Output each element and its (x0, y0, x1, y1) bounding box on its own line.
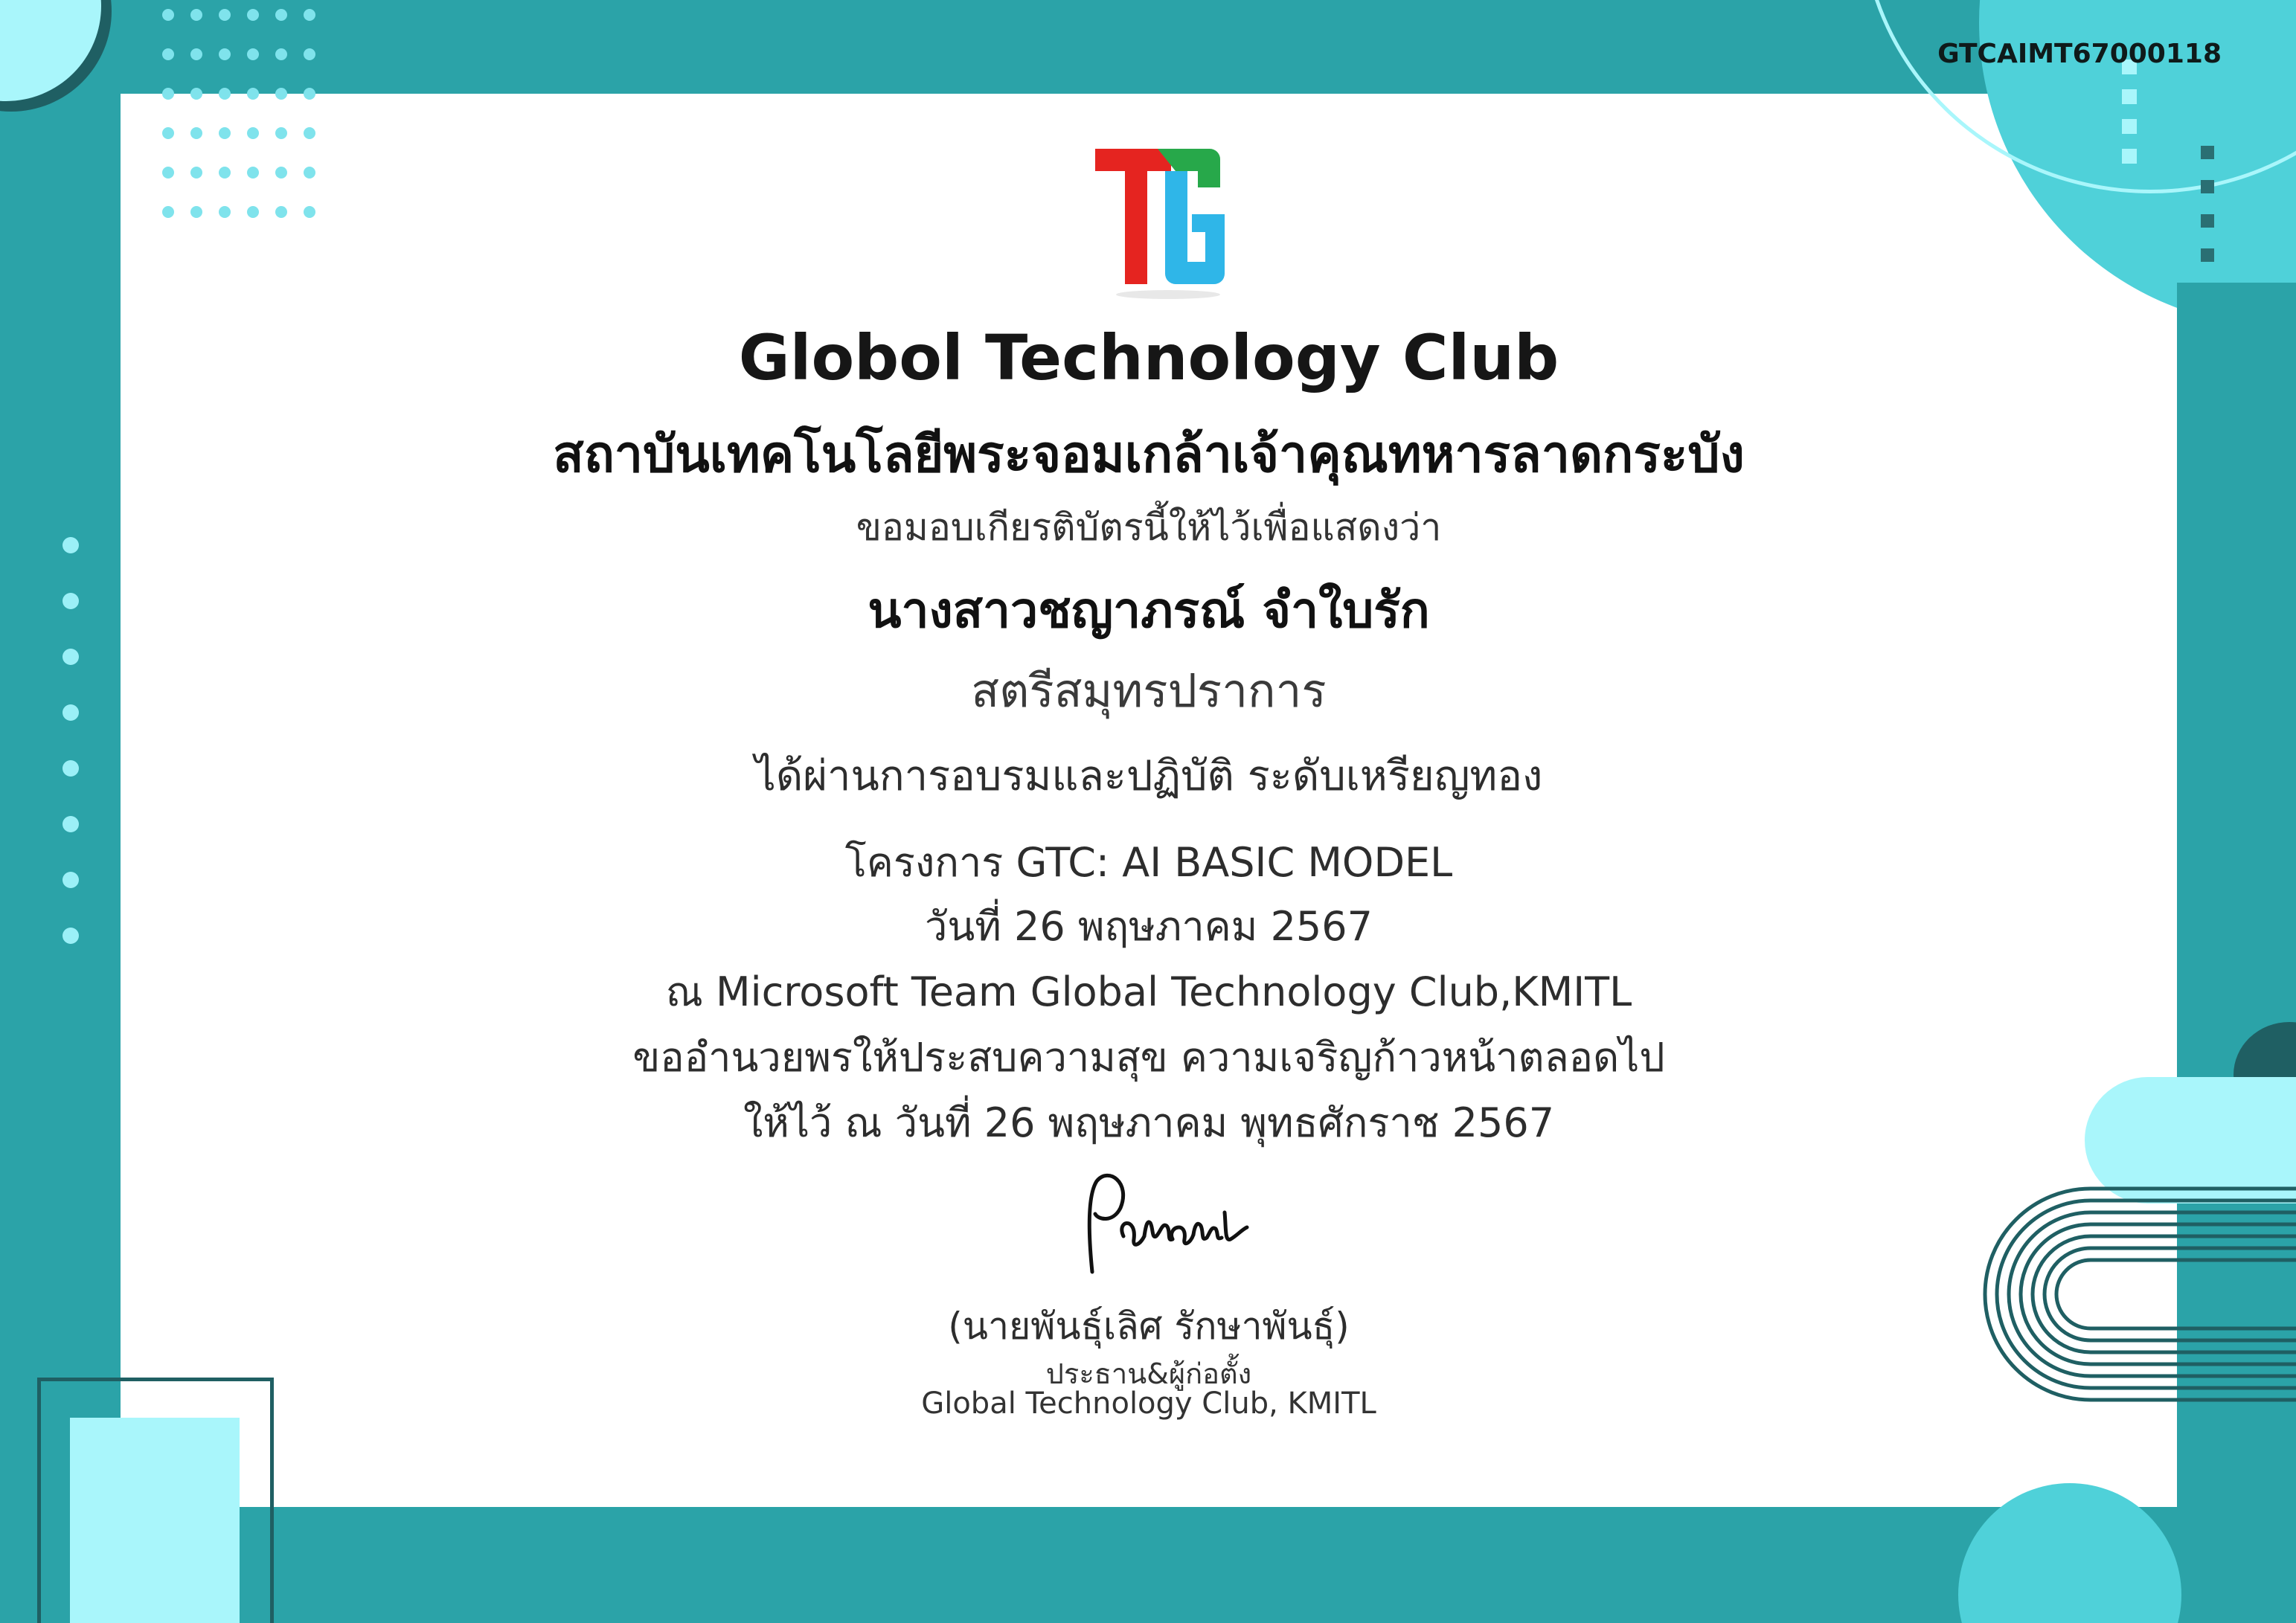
decor-dot (62, 928, 79, 944)
event-venue: ณ Microsoft Team Global Technology Club,KMITL (665, 968, 1632, 1015)
project-name: โครงการ GTC: AI BASIC MODEL (844, 839, 1453, 886)
signature-text (1079, 1175, 1257, 1183)
signature-image (1079, 1168, 1257, 1279)
decor-dot (304, 48, 315, 60)
decor-dot (62, 760, 79, 777)
top-left-corner-circle-inner (0, 0, 101, 101)
decor-dot (219, 88, 231, 100)
decor-dot (247, 48, 259, 60)
decor-dot (190, 206, 202, 218)
gtc-logo-icon (1094, 143, 1242, 299)
decor-square (2201, 146, 2214, 159)
decor-dot (162, 206, 174, 218)
decor-square (2201, 248, 2214, 262)
event-date: วันที่ 26 พฤษภาคม 2567 (925, 903, 1373, 950)
decor-dot (247, 127, 259, 139)
decor-dot (304, 127, 315, 139)
recipient-name: นางสาวชญาภรณ์ จำใบรัก (868, 582, 1430, 639)
decor-dot (247, 206, 259, 218)
decor-dot (304, 9, 315, 21)
decor-dot (162, 167, 174, 179)
decor-dot (247, 167, 259, 179)
decor-dot (247, 88, 259, 100)
decor-dot (219, 48, 231, 60)
decor-dot (275, 206, 287, 218)
decor-dot (275, 88, 287, 100)
top-left-dot-grid (162, 9, 315, 218)
decor-square (2122, 119, 2137, 134)
decor-dot (247, 9, 259, 21)
decor-dot (304, 88, 315, 100)
decor-dot (62, 704, 79, 721)
blessing-text: ขออำนวยพรให้ประสบความสุข ความเจริญก้าวหน้าตลอดไป (632, 1034, 1665, 1081)
decor-dot (304, 206, 315, 218)
decor-square (2122, 89, 2137, 104)
decor-dot (190, 48, 202, 60)
decor-dot (275, 127, 287, 139)
decor-dot (304, 167, 315, 179)
signer-organization: Global Technology Club, KMITL (921, 1386, 1376, 1421)
decor-dot (190, 9, 202, 21)
right-inner-teal-strip (2177, 283, 2296, 1623)
decor-dot (219, 127, 231, 139)
decor-dot (275, 9, 287, 21)
org-name-en: Globol Technology Club (738, 321, 1559, 394)
decor-dot (275, 167, 287, 179)
decor-dot (190, 88, 202, 100)
achievement-text: ได้ผ่านการอบรมและปฏิบัติ ระดับเหรียญทอง (754, 752, 1543, 800)
decor-square (2122, 149, 2137, 164)
decor-square (2201, 214, 2214, 228)
decor-dot (62, 537, 79, 553)
decor-dot (62, 816, 79, 832)
decor-dot (162, 88, 174, 100)
signer-title: ประธาน&ผู้ก่อตั้ง (1045, 1357, 1252, 1390)
decor-dot (162, 48, 174, 60)
signer-name: (นายพันธุ์เลิศ รักษาพันธุ์) (948, 1305, 1350, 1348)
intro-text: ขอมอบเกียรติบัตรนี้ให้ไว้เพื่อแสดงว่า (856, 506, 1442, 549)
org-name-th: สถาบันเทคโนโลยีพระจอมเกล้าเจ้าคุณทหารลาดกระบัง (553, 425, 1745, 484)
top-right-light-square-column (2122, 60, 2137, 164)
decor-dot (62, 872, 79, 888)
decor-dot (190, 127, 202, 139)
decor-dot (162, 127, 174, 139)
left-dot-column (62, 537, 79, 944)
decor-dot (190, 167, 202, 179)
decor-dot (275, 48, 287, 60)
decor-dot (162, 9, 174, 21)
recipient-school: สตรีสมุทรปราการ (971, 663, 1327, 718)
decor-dot (219, 167, 231, 179)
decor-square (2201, 180, 2214, 193)
decor-dot (62, 593, 79, 609)
decor-dot (219, 9, 231, 21)
decor-dot (219, 206, 231, 218)
decor-dot (62, 649, 79, 665)
certificate-id: GTCAIMT67000118 (1937, 39, 2222, 69)
given-date: ให้ไว้ ณ วันที่ 26 พฤษภาคม พุทธศักราช 2567 (743, 1099, 1555, 1146)
